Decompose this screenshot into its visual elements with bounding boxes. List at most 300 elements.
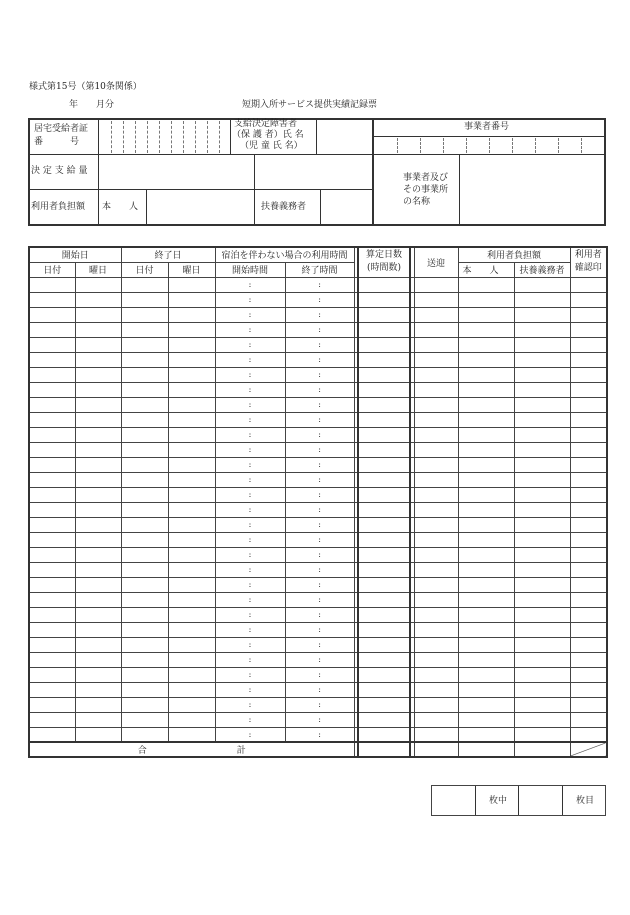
table-cell[interactable] bbox=[570, 277, 607, 292]
end-time-cell[interactable]: : bbox=[285, 637, 354, 652]
table-cell[interactable] bbox=[514, 697, 570, 712]
table-cell[interactable] bbox=[121, 622, 168, 637]
table-cell[interactable] bbox=[358, 487, 410, 502]
end-time-cell[interactable]: : bbox=[285, 337, 354, 352]
table-cell[interactable] bbox=[358, 652, 410, 667]
table-cell[interactable] bbox=[458, 367, 514, 382]
table-cell[interactable] bbox=[570, 682, 607, 697]
table-cell[interactable] bbox=[414, 727, 458, 742]
table-cell[interactable] bbox=[168, 412, 215, 427]
table-cell[interactable] bbox=[570, 457, 607, 472]
table-cell[interactable] bbox=[75, 322, 121, 337]
table-cell[interactable] bbox=[570, 412, 607, 427]
table-cell[interactable] bbox=[514, 292, 570, 307]
table-cell[interactable] bbox=[121, 667, 168, 682]
table-cell[interactable] bbox=[29, 442, 75, 457]
table-cell[interactable] bbox=[458, 352, 514, 367]
table-cell[interactable] bbox=[121, 352, 168, 367]
end-time-cell[interactable]: : bbox=[285, 562, 354, 577]
table-cell[interactable] bbox=[458, 427, 514, 442]
table-cell[interactable] bbox=[121, 727, 168, 742]
end-time-cell[interactable]: : bbox=[285, 577, 354, 592]
table-cell[interactable] bbox=[168, 577, 215, 592]
end-time-cell[interactable]: : bbox=[285, 607, 354, 622]
table-cell[interactable] bbox=[414, 352, 458, 367]
table-cell[interactable] bbox=[570, 397, 607, 412]
table-cell[interactable] bbox=[121, 367, 168, 382]
table-cell[interactable] bbox=[168, 517, 215, 532]
table-cell[interactable] bbox=[358, 277, 410, 292]
table-cell[interactable] bbox=[514, 577, 570, 592]
table-cell[interactable] bbox=[414, 427, 458, 442]
end-time-cell[interactable]: : bbox=[285, 532, 354, 547]
table-cell[interactable] bbox=[458, 622, 514, 637]
table-cell[interactable] bbox=[75, 592, 121, 607]
table-cell[interactable] bbox=[514, 427, 570, 442]
table-cell[interactable] bbox=[121, 472, 168, 487]
start-time-cell[interactable]: : bbox=[215, 397, 285, 412]
table-cell[interactable] bbox=[29, 547, 75, 562]
table-cell[interactable] bbox=[75, 292, 121, 307]
table-cell[interactable] bbox=[414, 397, 458, 412]
table-cell[interactable] bbox=[458, 382, 514, 397]
table-cell[interactable] bbox=[75, 727, 121, 742]
table-cell[interactable] bbox=[458, 697, 514, 712]
start-time-cell[interactable]: : bbox=[215, 682, 285, 697]
start-time-cell[interactable]: : bbox=[215, 652, 285, 667]
table-cell[interactable] bbox=[514, 532, 570, 547]
table-cell[interactable] bbox=[458, 637, 514, 652]
table-cell[interactable] bbox=[458, 607, 514, 622]
table-cell[interactable] bbox=[168, 367, 215, 382]
table-cell[interactable] bbox=[121, 412, 168, 427]
table-cell[interactable] bbox=[121, 502, 168, 517]
table-cell[interactable] bbox=[358, 412, 410, 427]
table-cell[interactable] bbox=[29, 397, 75, 412]
table-cell[interactable] bbox=[414, 532, 458, 547]
table-cell[interactable] bbox=[458, 682, 514, 697]
table-cell[interactable] bbox=[168, 652, 215, 667]
table-cell[interactable] bbox=[414, 412, 458, 427]
table-cell[interactable] bbox=[358, 502, 410, 517]
table-cell[interactable] bbox=[75, 427, 121, 442]
end-time-cell[interactable]: : bbox=[285, 472, 354, 487]
table-cell[interactable] bbox=[121, 637, 168, 652]
table-cell[interactable] bbox=[414, 667, 458, 682]
start-time-cell[interactable]: : bbox=[215, 502, 285, 517]
table-cell[interactable] bbox=[514, 622, 570, 637]
table-cell[interactable] bbox=[358, 517, 410, 532]
table-cell[interactable] bbox=[75, 382, 121, 397]
table-cell[interactable] bbox=[29, 697, 75, 712]
table-cell[interactable] bbox=[414, 502, 458, 517]
end-time-cell[interactable]: : bbox=[285, 367, 354, 382]
table-cell[interactable] bbox=[121, 712, 168, 727]
start-time-cell[interactable]: : bbox=[215, 442, 285, 457]
end-time-cell[interactable]: : bbox=[285, 442, 354, 457]
table-cell[interactable] bbox=[414, 442, 458, 457]
start-time-cell[interactable]: : bbox=[215, 607, 285, 622]
table-cell[interactable] bbox=[358, 532, 410, 547]
end-time-cell[interactable]: : bbox=[285, 397, 354, 412]
table-cell[interactable] bbox=[168, 502, 215, 517]
table-cell[interactable] bbox=[458, 517, 514, 532]
table-cell[interactable] bbox=[168, 637, 215, 652]
end-time-cell[interactable]: : bbox=[285, 667, 354, 682]
table-cell[interactable] bbox=[570, 382, 607, 397]
start-time-cell[interactable]: : bbox=[215, 532, 285, 547]
end-time-cell[interactable]: : bbox=[285, 682, 354, 697]
table-cell[interactable] bbox=[358, 337, 410, 352]
table-cell[interactable] bbox=[121, 577, 168, 592]
table-cell[interactable] bbox=[414, 697, 458, 712]
table-cell[interactable] bbox=[358, 382, 410, 397]
table-cell[interactable] bbox=[514, 412, 570, 427]
table-cell[interactable] bbox=[514, 517, 570, 532]
table-cell[interactable] bbox=[514, 652, 570, 667]
table-cell[interactable] bbox=[514, 682, 570, 697]
table-cell[interactable] bbox=[121, 682, 168, 697]
table-cell[interactable] bbox=[168, 487, 215, 502]
table-cell[interactable] bbox=[358, 457, 410, 472]
table-cell[interactable] bbox=[458, 397, 514, 412]
start-time-cell[interactable]: : bbox=[215, 577, 285, 592]
table-cell[interactable] bbox=[358, 397, 410, 412]
table-cell[interactable] bbox=[514, 502, 570, 517]
table-cell[interactable] bbox=[570, 562, 607, 577]
table-cell[interactable] bbox=[75, 517, 121, 532]
table-cell[interactable] bbox=[121, 592, 168, 607]
table-cell[interactable] bbox=[75, 637, 121, 652]
table-cell[interactable] bbox=[168, 277, 215, 292]
start-time-cell[interactable]: : bbox=[215, 277, 285, 292]
table-cell[interactable] bbox=[414, 577, 458, 592]
start-time-cell[interactable]: : bbox=[215, 322, 285, 337]
start-time-cell[interactable]: : bbox=[215, 412, 285, 427]
table-cell[interactable] bbox=[168, 562, 215, 577]
table-cell[interactable] bbox=[570, 637, 607, 652]
table-cell[interactable] bbox=[570, 697, 607, 712]
table-cell[interactable] bbox=[29, 307, 75, 322]
start-time-cell[interactable]: : bbox=[215, 547, 285, 562]
table-cell[interactable] bbox=[121, 532, 168, 547]
table-cell[interactable] bbox=[121, 607, 168, 622]
table-cell[interactable] bbox=[570, 367, 607, 382]
table-cell[interactable] bbox=[458, 532, 514, 547]
end-time-cell[interactable]: : bbox=[285, 352, 354, 367]
table-cell[interactable] bbox=[75, 277, 121, 292]
table-cell[interactable] bbox=[570, 547, 607, 562]
table-cell[interactable] bbox=[168, 442, 215, 457]
table-cell[interactable] bbox=[29, 487, 75, 502]
end-time-cell[interactable]: : bbox=[285, 697, 354, 712]
table-cell[interactable] bbox=[458, 562, 514, 577]
table-cell[interactable] bbox=[168, 622, 215, 637]
table-cell[interactable] bbox=[414, 682, 458, 697]
table-cell[interactable] bbox=[168, 697, 215, 712]
start-time-cell[interactable]: : bbox=[215, 667, 285, 682]
table-cell[interactable] bbox=[358, 292, 410, 307]
table-cell[interactable] bbox=[358, 712, 410, 727]
table-cell[interactable] bbox=[570, 727, 607, 742]
table-cell[interactable] bbox=[570, 487, 607, 502]
table-cell[interactable] bbox=[514, 547, 570, 562]
table-cell[interactable] bbox=[168, 337, 215, 352]
table-cell[interactable] bbox=[570, 322, 607, 337]
end-time-cell[interactable]: : bbox=[285, 652, 354, 667]
end-time-cell[interactable]: : bbox=[285, 517, 354, 532]
table-cell[interactable] bbox=[414, 637, 458, 652]
table-cell[interactable] bbox=[168, 667, 215, 682]
table-cell[interactable] bbox=[458, 487, 514, 502]
end-time-cell[interactable]: : bbox=[285, 382, 354, 397]
table-cell[interactable] bbox=[29, 352, 75, 367]
table-cell[interactable] bbox=[75, 487, 121, 502]
table-cell[interactable] bbox=[458, 337, 514, 352]
table-cell[interactable] bbox=[168, 457, 215, 472]
table-cell[interactable] bbox=[514, 487, 570, 502]
end-time-cell[interactable]: : bbox=[285, 427, 354, 442]
table-cell[interactable] bbox=[29, 382, 75, 397]
end-time-cell[interactable]: : bbox=[285, 727, 354, 742]
table-cell[interactable] bbox=[570, 532, 607, 547]
end-time-cell[interactable]: : bbox=[285, 277, 354, 292]
table-cell[interactable] bbox=[121, 562, 168, 577]
table-cell[interactable] bbox=[29, 637, 75, 652]
table-cell[interactable] bbox=[414, 277, 458, 292]
table-cell[interactable] bbox=[570, 712, 607, 727]
table-cell[interactable] bbox=[121, 697, 168, 712]
start-time-cell[interactable]: : bbox=[215, 712, 285, 727]
table-cell[interactable] bbox=[514, 322, 570, 337]
end-time-cell[interactable]: : bbox=[285, 712, 354, 727]
table-cell[interactable] bbox=[358, 637, 410, 652]
table-cell[interactable] bbox=[121, 292, 168, 307]
table-cell[interactable] bbox=[168, 727, 215, 742]
end-time-cell[interactable]: : bbox=[285, 322, 354, 337]
table-cell[interactable] bbox=[570, 352, 607, 367]
table-cell[interactable] bbox=[121, 457, 168, 472]
table-cell[interactable] bbox=[514, 442, 570, 457]
table-cell[interactable] bbox=[414, 592, 458, 607]
end-time-cell[interactable]: : bbox=[285, 622, 354, 637]
table-cell[interactable] bbox=[168, 532, 215, 547]
table-cell[interactable] bbox=[29, 592, 75, 607]
table-cell[interactable] bbox=[570, 307, 607, 322]
table-cell[interactable] bbox=[168, 592, 215, 607]
table-cell[interactable] bbox=[514, 592, 570, 607]
table-cell[interactable] bbox=[570, 472, 607, 487]
table-cell[interactable] bbox=[121, 307, 168, 322]
table-cell[interactable] bbox=[29, 292, 75, 307]
start-time-cell[interactable]: : bbox=[215, 562, 285, 577]
table-cell[interactable] bbox=[414, 457, 458, 472]
table-cell[interactable] bbox=[75, 577, 121, 592]
table-cell[interactable] bbox=[358, 442, 410, 457]
table-cell[interactable] bbox=[29, 412, 75, 427]
table-cell[interactable] bbox=[29, 652, 75, 667]
table-cell[interactable] bbox=[121, 442, 168, 457]
table-cell[interactable] bbox=[570, 667, 607, 682]
table-cell[interactable] bbox=[75, 667, 121, 682]
table-cell[interactable] bbox=[358, 607, 410, 622]
table-cell[interactable] bbox=[358, 472, 410, 487]
table-cell[interactable] bbox=[414, 472, 458, 487]
table-cell[interactable] bbox=[358, 427, 410, 442]
table-cell[interactable] bbox=[121, 322, 168, 337]
table-cell[interactable] bbox=[514, 667, 570, 682]
table-cell[interactable] bbox=[29, 427, 75, 442]
table-cell[interactable] bbox=[168, 427, 215, 442]
table-cell[interactable] bbox=[458, 712, 514, 727]
table-cell[interactable] bbox=[29, 532, 75, 547]
table-cell[interactable] bbox=[414, 622, 458, 637]
table-cell[interactable] bbox=[75, 532, 121, 547]
table-cell[interactable] bbox=[414, 292, 458, 307]
table-cell[interactable] bbox=[29, 562, 75, 577]
table-cell[interactable] bbox=[75, 412, 121, 427]
table-cell[interactable] bbox=[29, 337, 75, 352]
table-cell[interactable] bbox=[75, 352, 121, 367]
table-cell[interactable] bbox=[570, 622, 607, 637]
table-cell[interactable] bbox=[358, 352, 410, 367]
table-cell[interactable] bbox=[358, 727, 410, 742]
table-cell[interactable] bbox=[75, 307, 121, 322]
table-cell[interactable] bbox=[75, 367, 121, 382]
table-cell[interactable] bbox=[514, 637, 570, 652]
table-cell[interactable] bbox=[168, 607, 215, 622]
table-cell[interactable] bbox=[570, 442, 607, 457]
table-cell[interactable] bbox=[29, 472, 75, 487]
table-cell[interactable] bbox=[414, 337, 458, 352]
table-cell[interactable] bbox=[75, 697, 121, 712]
start-time-cell[interactable]: : bbox=[215, 727, 285, 742]
table-cell[interactable] bbox=[75, 547, 121, 562]
table-cell[interactable] bbox=[514, 367, 570, 382]
start-time-cell[interactable]: : bbox=[215, 697, 285, 712]
table-cell[interactable] bbox=[414, 607, 458, 622]
table-cell[interactable] bbox=[570, 517, 607, 532]
table-cell[interactable] bbox=[514, 712, 570, 727]
table-cell[interactable] bbox=[75, 712, 121, 727]
table-cell[interactable] bbox=[75, 562, 121, 577]
table-cell[interactable] bbox=[514, 277, 570, 292]
table-cell[interactable] bbox=[75, 652, 121, 667]
table-cell[interactable] bbox=[458, 592, 514, 607]
table-cell[interactable] bbox=[514, 382, 570, 397]
table-cell[interactable] bbox=[458, 442, 514, 457]
start-time-cell[interactable]: : bbox=[215, 292, 285, 307]
table-cell[interactable] bbox=[75, 607, 121, 622]
table-cell[interactable] bbox=[29, 667, 75, 682]
table-cell[interactable] bbox=[29, 682, 75, 697]
table-cell[interactable] bbox=[458, 502, 514, 517]
table-cell[interactable] bbox=[121, 517, 168, 532]
table-cell[interactable] bbox=[514, 727, 570, 742]
table-cell[interactable] bbox=[75, 682, 121, 697]
table-cell[interactable] bbox=[414, 652, 458, 667]
table-cell[interactable] bbox=[358, 322, 410, 337]
table-cell[interactable] bbox=[570, 592, 607, 607]
table-cell[interactable] bbox=[29, 577, 75, 592]
table-cell[interactable] bbox=[121, 397, 168, 412]
table-cell[interactable] bbox=[75, 502, 121, 517]
table-cell[interactable] bbox=[121, 427, 168, 442]
table-cell[interactable] bbox=[168, 322, 215, 337]
table-cell[interactable] bbox=[168, 352, 215, 367]
table-cell[interactable] bbox=[458, 412, 514, 427]
start-time-cell[interactable]: : bbox=[215, 352, 285, 367]
table-cell[interactable] bbox=[570, 292, 607, 307]
table-cell[interactable] bbox=[29, 457, 75, 472]
table-cell[interactable] bbox=[168, 397, 215, 412]
end-time-cell[interactable]: : bbox=[285, 412, 354, 427]
table-cell[interactable] bbox=[121, 277, 168, 292]
table-cell[interactable] bbox=[168, 472, 215, 487]
table-cell[interactable] bbox=[358, 682, 410, 697]
table-cell[interactable] bbox=[458, 667, 514, 682]
table-cell[interactable] bbox=[358, 562, 410, 577]
end-time-cell[interactable]: : bbox=[285, 592, 354, 607]
table-cell[interactable] bbox=[570, 502, 607, 517]
table-cell[interactable] bbox=[458, 547, 514, 562]
table-cell[interactable] bbox=[121, 382, 168, 397]
table-cell[interactable] bbox=[514, 337, 570, 352]
start-time-cell[interactable]: : bbox=[215, 367, 285, 382]
table-cell[interactable] bbox=[75, 397, 121, 412]
table-cell[interactable] bbox=[358, 547, 410, 562]
table-cell[interactable] bbox=[121, 652, 168, 667]
table-cell[interactable] bbox=[358, 577, 410, 592]
table-cell[interactable] bbox=[570, 652, 607, 667]
table-cell[interactable] bbox=[514, 607, 570, 622]
table-cell[interactable] bbox=[514, 397, 570, 412]
start-time-cell[interactable]: : bbox=[215, 307, 285, 322]
table-cell[interactable] bbox=[514, 472, 570, 487]
end-time-cell[interactable]: : bbox=[285, 307, 354, 322]
start-time-cell[interactable]: : bbox=[215, 472, 285, 487]
table-cell[interactable] bbox=[29, 502, 75, 517]
table-cell[interactable] bbox=[358, 367, 410, 382]
table-cell[interactable] bbox=[458, 652, 514, 667]
start-time-cell[interactable]: : bbox=[215, 427, 285, 442]
end-time-cell[interactable]: : bbox=[285, 547, 354, 562]
end-time-cell[interactable]: : bbox=[285, 457, 354, 472]
table-cell[interactable] bbox=[29, 277, 75, 292]
table-cell[interactable] bbox=[514, 307, 570, 322]
table-cell[interactable] bbox=[358, 697, 410, 712]
table-cell[interactable] bbox=[29, 517, 75, 532]
table-cell[interactable] bbox=[168, 712, 215, 727]
table-cell[interactable] bbox=[75, 337, 121, 352]
table-cell[interactable] bbox=[458, 577, 514, 592]
table-cell[interactable] bbox=[414, 517, 458, 532]
table-cell[interactable] bbox=[414, 307, 458, 322]
table-cell[interactable] bbox=[414, 562, 458, 577]
start-time-cell[interactable]: : bbox=[215, 457, 285, 472]
table-cell[interactable] bbox=[75, 442, 121, 457]
table-cell[interactable] bbox=[514, 562, 570, 577]
table-cell[interactable] bbox=[168, 382, 215, 397]
table-cell[interactable] bbox=[414, 712, 458, 727]
start-time-cell[interactable]: : bbox=[215, 622, 285, 637]
table-cell[interactable] bbox=[570, 427, 607, 442]
start-time-cell[interactable]: : bbox=[215, 637, 285, 652]
table-cell[interactable] bbox=[121, 487, 168, 502]
table-cell[interactable] bbox=[570, 337, 607, 352]
table-cell[interactable] bbox=[570, 577, 607, 592]
table-cell[interactable] bbox=[29, 727, 75, 742]
